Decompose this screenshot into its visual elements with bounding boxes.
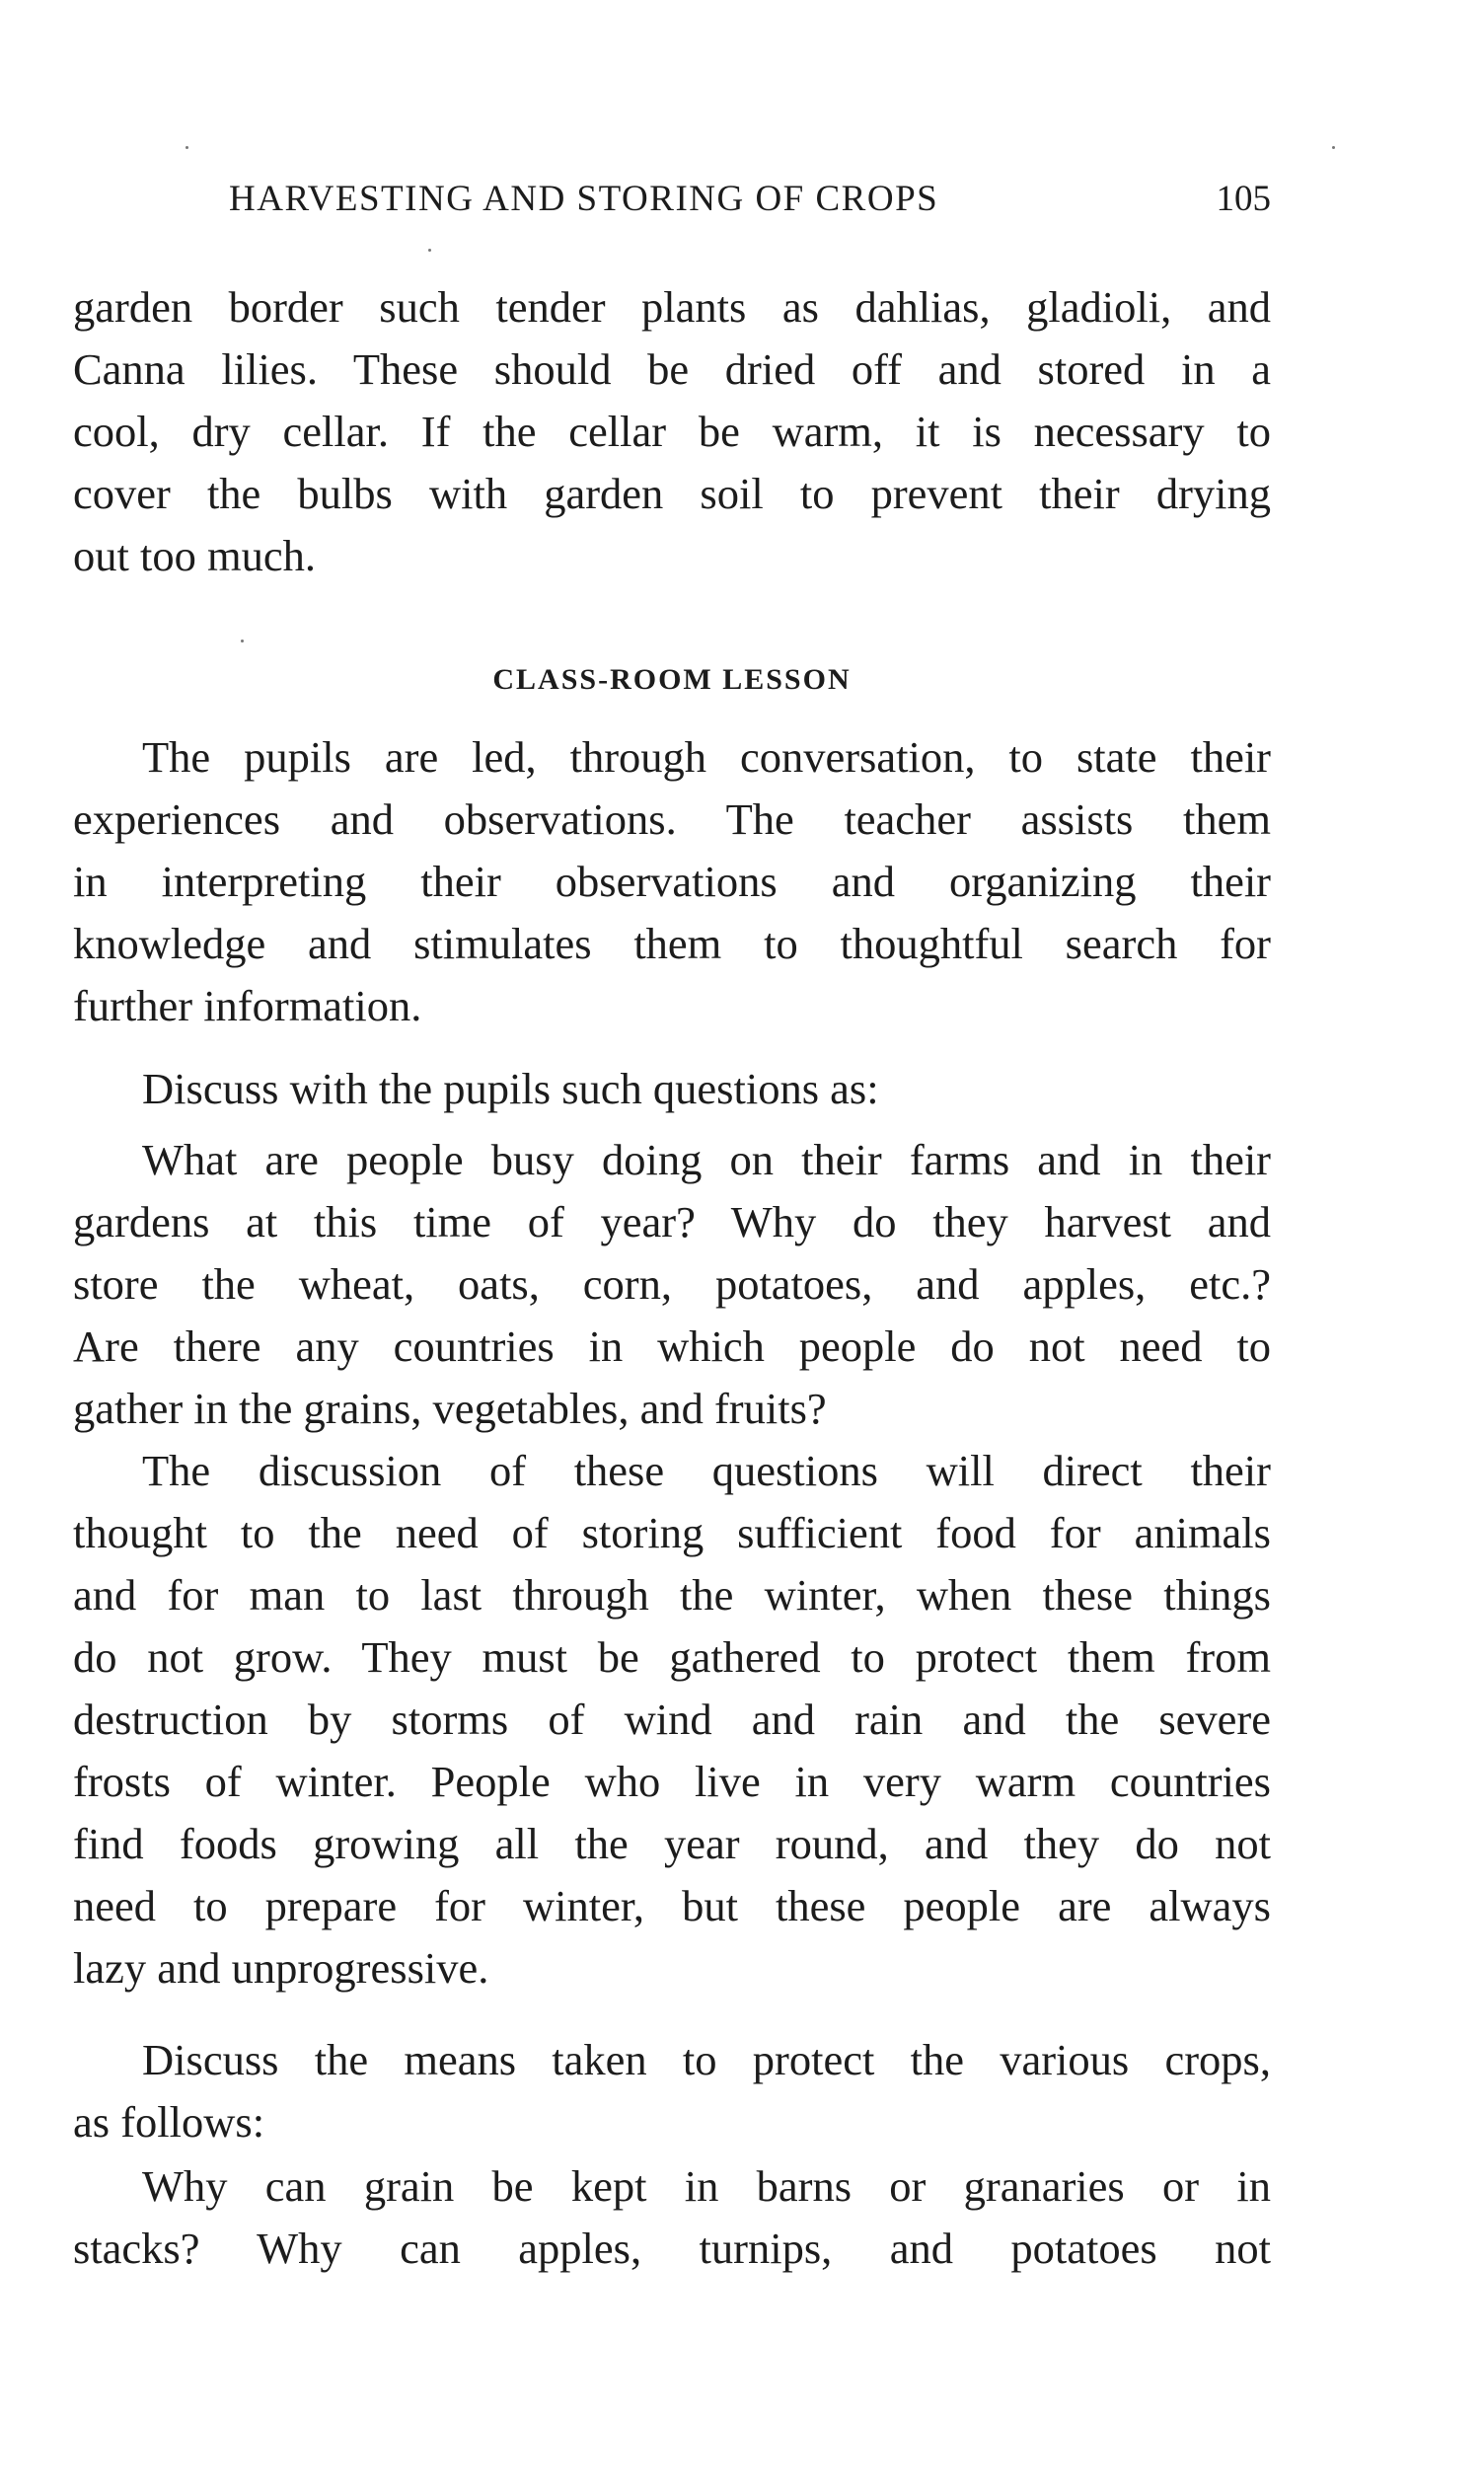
text-line: need to prepare for winter, but these people are always [73, 1881, 1271, 1930]
scan-speck [186, 146, 188, 149]
text-line: as follows: [73, 2097, 265, 2147]
text-line: Discuss the means taken to protect the various crops, [142, 2035, 1271, 2084]
text-line: cover the bulbs with garden soil to prevent their drying [73, 469, 1271, 518]
text-line: stacks? Why can apples, turnips, and potatoes not [73, 2224, 1271, 2273]
text-line: knowledge and stimulates them to thoughtful search for [73, 919, 1271, 968]
paragraph [73, 1440, 1271, 1999]
text-line: Canna lilies. These should be dried off and stored in a [73, 344, 1271, 394]
text-line: destruction by storms of wind and rain and the severe [73, 1695, 1271, 1744]
scan-speck [428, 249, 431, 252]
text-line: garden border such tender plants as dahlias, gladioli, and [73, 282, 1271, 332]
paragraph [73, 2029, 1271, 2153]
text-line: Are there any countries in which people do not need to [73, 1321, 1271, 1371]
scan-speck [241, 640, 244, 642]
text-line: frosts of winter. People who live in very warm countries [73, 1757, 1271, 1806]
text-line: and for man to last through the winter, when these things [73, 1570, 1271, 1620]
text-line: The pupils are led, through conversation, to state their [142, 732, 1271, 782]
text-line: What are people busy doing on their farms and in their [142, 1135, 1271, 1184]
text-line: further information. [73, 981, 422, 1030]
paragraph [73, 2155, 1271, 2280]
paragraph [73, 1129, 1271, 1440]
paragraph [73, 1058, 1271, 1120]
text-line: Discuss with the pupils such questions as: [142, 1064, 879, 1113]
text-line: in interpreting their observations and organizing their [73, 857, 1271, 906]
text-line: lazy and unprogressive. [73, 1943, 489, 1993]
text-line: experiences and observations. The teacher assists them [73, 794, 1271, 844]
paragraph [73, 726, 1271, 1037]
text-line: find foods growing all the year round, and they do not [73, 1819, 1271, 1868]
section-heading: CLASS-ROOM LESSON [492, 663, 852, 696]
text-line: out too much. [73, 531, 316, 580]
page-number: 105 [1216, 179, 1271, 219]
running-header [73, 178, 1271, 227]
text-line: cool, dry cellar. If the cellar be warm, it is necessary to [73, 407, 1271, 456]
text-line: Why can grain be kept in barns or granaries or in [142, 2161, 1271, 2211]
text-line: gather in the grains, vegetables, and fruits? [73, 1384, 827, 1433]
book-page [73, 0, 1271, 2489]
text-line: store the wheat, oats, corn, potatoes, and apples, etc.? [73, 1259, 1271, 1309]
text-line: do not grow. They must be gathered to protect them from [73, 1632, 1271, 1682]
text-line: thought to the need of storing sufficient food for animals [73, 1508, 1271, 1557]
paragraph-continuation [73, 276, 1271, 587]
running-title: HARVESTING AND STORING OF CROPS [229, 179, 939, 219]
scan-speck [1332, 146, 1335, 149]
text-line: gardens at this time of year? Why do they harvest and [73, 1197, 1271, 1246]
text-line: The discussion of these questions will direct their [142, 1446, 1271, 1495]
